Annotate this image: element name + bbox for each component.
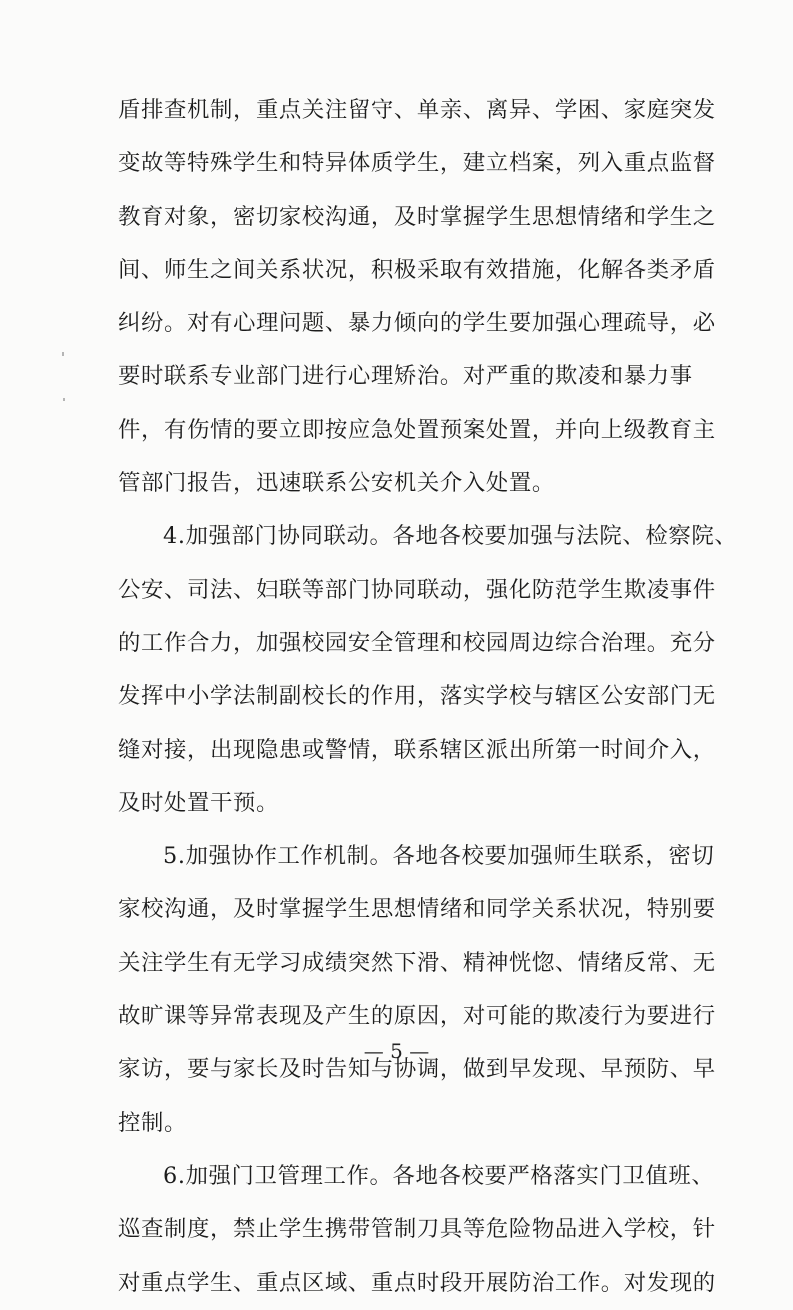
paragraph-heading-line: 6.加强门卫管理工作。各地各校要严格落实门卫值班、 xyxy=(163,1162,715,1189)
scan-speck xyxy=(62,352,64,356)
text-line: 控制。 xyxy=(118,1109,187,1136)
text-line: 件，有伤情的要立即按应急处置预案处置，并向上级教育主 xyxy=(118,416,716,443)
text-line: 教育对象，密切家校沟通，及时掌握学生思想情绪和学生之 xyxy=(118,203,716,230)
text-line: 的工作合力，加强校园安全管理和校园周边综合治理。充分 xyxy=(118,629,716,656)
text-line: 间、师生之间关系状况，积极采取有效措施，化解各类矛盾 xyxy=(118,256,716,283)
paragraph-heading-line: 5.加强协作工作机制。各地各校要加强师生联系，密切 xyxy=(163,843,715,870)
scan-speck xyxy=(63,398,65,401)
text-line: 巡查制度，禁止学生携带管制刀具等危险物品进入学校，针 xyxy=(118,1216,716,1243)
text-line: 对重点学生、重点区域、重点时段开展防治工作。对发现的 xyxy=(118,1269,716,1296)
text-line: 管部门报告，迅速联系公安机关介入处置。 xyxy=(118,470,555,497)
text-line: 缝对接，出现隐患或警情，联系辖区派出所第一时间介入， xyxy=(118,736,716,763)
text-line: 家访，要与家长及时告知与协调，做到早发现、早预防、早 xyxy=(118,1056,716,1083)
paragraph-item-4 xyxy=(118,510,738,830)
paragraph-item-6 xyxy=(118,1150,716,1310)
text-line: 变故等特殊学生和特异体质学生，建立档案，列入重点监督 xyxy=(118,150,716,177)
paragraph-continuation xyxy=(118,84,716,510)
text-line: 发挥中小学法制副校长的作用，落实学校与辖区公安部门无 xyxy=(118,683,716,710)
text-line: 故旷课等异常表现及产生的原因，对可能的欺凌行为要进行 xyxy=(118,1003,716,1030)
paragraph-item-5 xyxy=(118,830,716,1150)
paragraph-heading-line: 4.加强部门协同联动。各地各校要加强与法院、检察院、 xyxy=(163,523,738,550)
text-line: 关注学生有无学习成绩突然下滑、精神恍惚、情绪反常、无 xyxy=(118,949,716,976)
text-line: 家校沟通，及时掌握学生思想情绪和同学关系状况，特别要 xyxy=(118,896,716,923)
text-line: 盾排查机制，重点关注留守、单亲、离异、学困、家庭突发 xyxy=(118,97,716,123)
text-line: 及时处置干预。 xyxy=(118,789,279,816)
page-number: — 5 — xyxy=(363,1039,430,1063)
document-body xyxy=(118,84,738,1310)
text-line: 纠纷。对有心理问题、暴力倾向的学生要加强心理疏导，必 xyxy=(118,310,716,337)
text-line: 要时联系专业部门进行心理矫治。对严重的欺凌和暴力事 xyxy=(118,363,693,390)
text-line: 公安、司法、妇联等部门协同联动，强化防范学生欺凌事件 xyxy=(118,576,716,603)
